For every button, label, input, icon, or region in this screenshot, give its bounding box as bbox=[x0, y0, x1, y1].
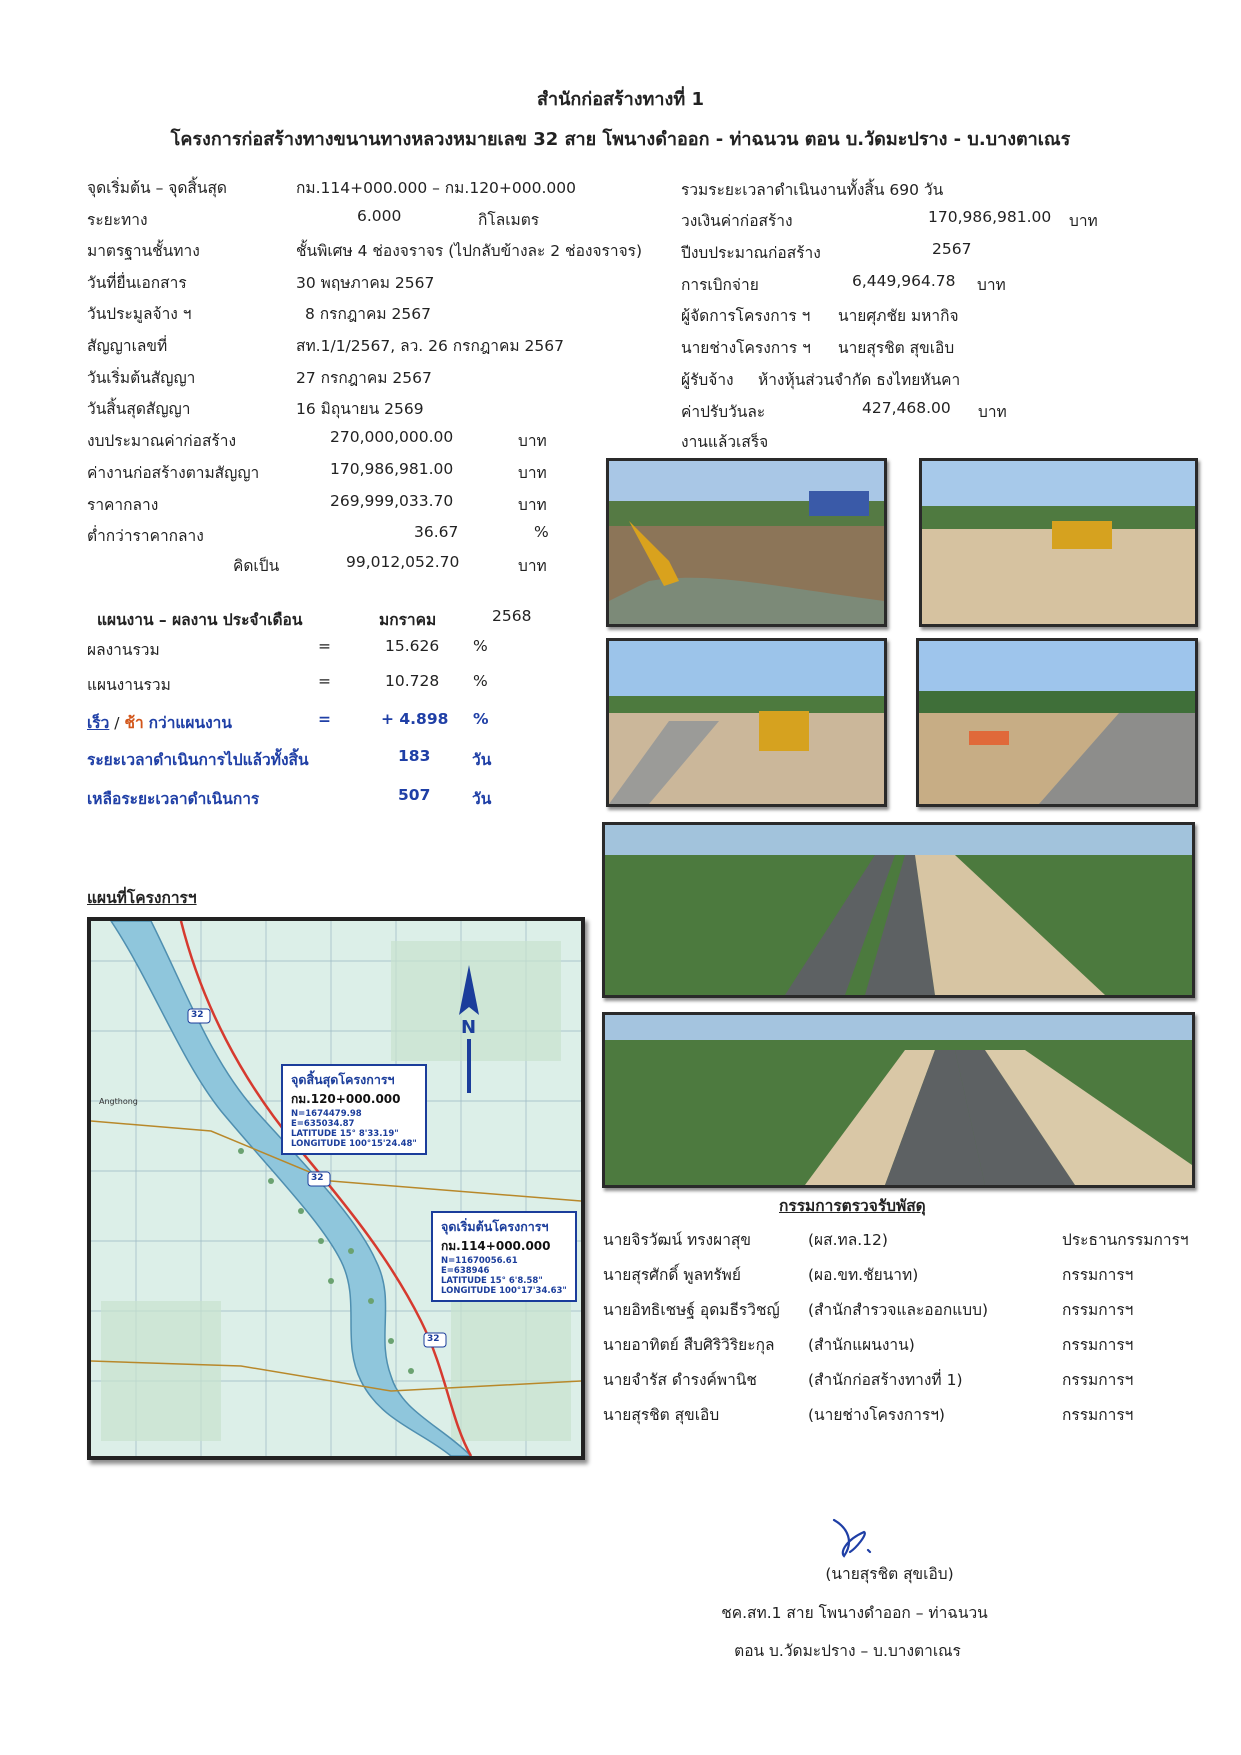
info-value: 36.67 bbox=[414, 523, 459, 541]
info-label: วันประมูลจ้าง ฯ bbox=[87, 305, 192, 323]
diff-label: กว่าแผนงาน bbox=[148, 714, 232, 732]
route-shield-north: 32 bbox=[191, 1010, 204, 1020]
excavation-photo-art bbox=[609, 461, 884, 624]
signature-mark bbox=[828, 1512, 878, 1560]
plan-eq: = bbox=[318, 672, 331, 690]
map-illustration bbox=[91, 921, 581, 1456]
info-unit: % bbox=[534, 523, 549, 541]
signature-line2: ตอน บ.วัดมะปราง – บ.บางตาเณร bbox=[734, 1642, 961, 1660]
aerial-photo-2 bbox=[602, 1012, 1195, 1188]
committee-member-name: นายจำรัส ดำรงค์พานิช bbox=[603, 1371, 757, 1389]
fast-label: เร็ว bbox=[87, 714, 110, 732]
budget-value: 170,986,981.00 bbox=[928, 208, 1052, 226]
end-lon: LONGITUDE 100°15'24.48" bbox=[291, 1139, 417, 1149]
start-n: N=11670056.61 bbox=[441, 1256, 518, 1266]
start-title: จุดเริ่มต้นโครงการฯ bbox=[441, 1219, 549, 1234]
fiscal-label: ปีงบประมาณก่อสร้าง bbox=[681, 244, 821, 262]
total-duration: รวมระยะเวลาดำเนินงานทั้งสิ้น 690 วัน bbox=[681, 181, 944, 199]
site-photo-highway bbox=[916, 638, 1198, 807]
committee-member-unit: (นายช่างโครงการฯ) bbox=[808, 1406, 945, 1424]
committee-heading: กรรมการตรวจรับพัสดุ bbox=[779, 1197, 926, 1215]
signature-name: (นายสุรชิต สุขเอิบ) bbox=[825, 1565, 954, 1583]
budget-unit: บาท bbox=[1069, 212, 1098, 230]
grader-photo-art bbox=[922, 461, 1195, 624]
committee-member-role: กรรมการฯ bbox=[1062, 1371, 1134, 1389]
town-label: Angthong bbox=[99, 1097, 138, 1106]
progress-year: 2568 bbox=[492, 607, 532, 625]
info-value: ชั้นพิเศษ 4 ช่องจราจร (ไปกลับข้างละ 2 ช่องจราจร) bbox=[296, 242, 643, 260]
disburse-value: 6,449,964.78 bbox=[852, 272, 956, 290]
engineer-label: นายช่างโครงการ ฯ bbox=[681, 339, 811, 357]
end-title: จุดสิ้นสุดโครงการฯ bbox=[291, 1072, 395, 1087]
info-value: 270,000,000.00 bbox=[330, 428, 454, 446]
committee-member-unit: (ผอ.ขท.ชัยนาท) bbox=[808, 1266, 919, 1284]
done-label: งานแล้วเสร็จ bbox=[681, 433, 769, 451]
info-value: 30 พฤษภาคม 2567 bbox=[296, 274, 435, 292]
info-label: ต่ำกว่าราคากลาง bbox=[87, 527, 204, 545]
info-value: 269,999,033.70 bbox=[330, 492, 454, 510]
fiscal-value: 2567 bbox=[932, 240, 972, 258]
map-heading: แผนที่โครงการฯ bbox=[87, 889, 197, 907]
committee-member-name: นายสุรศักดิ์ พูลทรัพย์ bbox=[603, 1266, 741, 1284]
start-point-callout bbox=[431, 1211, 577, 1302]
signature-line1: ชค.สท.1 สาย โพนางดำออก – ท่าฉนวน bbox=[721, 1604, 988, 1622]
elapsed-value: 183 bbox=[398, 747, 431, 765]
site-photo-road-grader bbox=[606, 638, 887, 807]
fast-slow-slash: / bbox=[114, 714, 120, 732]
route-shield-mid: 32 bbox=[311, 1173, 324, 1183]
info-value: 27 กรกฎาคม 2567 bbox=[296, 369, 432, 387]
diff-eq: = bbox=[318, 710, 331, 728]
project-title: โครงการก่อสร้างทางขนานทางหลวงหมายเลข 32 สาย โพนางดำออก - ท่าฉนวน ตอน บ.วัดมะปราง - บ.บางตาเณร bbox=[170, 129, 1071, 150]
info-label: สัญญาเลขที่ bbox=[87, 337, 168, 355]
info-unit: บาท bbox=[518, 432, 547, 450]
info-label: ราคากลาง bbox=[87, 496, 159, 514]
info-value: 170,986,981.00 bbox=[330, 460, 454, 478]
contractor-label: ผู้รับจ้าง bbox=[681, 371, 734, 389]
actual-eq: = bbox=[318, 637, 331, 655]
info-label: ระยะทาง bbox=[87, 211, 148, 229]
engineer-value: นายสุรชิต สุขเอิบ bbox=[838, 339, 955, 357]
committee-member-name: นายอาทิตย์ สืบศิริวิริยะกุล bbox=[603, 1336, 775, 1354]
start-lon: LONGITUDE 100°17'34.63" bbox=[441, 1286, 567, 1296]
equivalent-label: คิดเป็น bbox=[233, 557, 280, 575]
committee-member-unit: (สำนักก่อสร้างทางที่ 1) bbox=[808, 1371, 963, 1389]
info-value: 6.000 bbox=[357, 207, 402, 225]
info-label: ค่างานก่อสร้างตามสัญญา bbox=[87, 464, 260, 482]
end-km: กม.120+000.000 bbox=[291, 1092, 401, 1106]
info-unit: บาท bbox=[518, 464, 547, 482]
budget-label: วงเงินค่าก่อสร้าง bbox=[681, 212, 793, 230]
committee-member-unit: (สำนักสำรวจและออกแบบ) bbox=[808, 1301, 988, 1319]
remain-value: 507 bbox=[398, 786, 431, 804]
office-title: สำนักก่อสร้างทางที่ 1 bbox=[537, 89, 704, 110]
road-grader-photo-art bbox=[609, 641, 884, 804]
committee-member-unit: (สำนักแผนงาน) bbox=[808, 1336, 915, 1354]
diff-value: + 4.898 bbox=[381, 710, 449, 728]
info-label: จุดเริ่มต้น – จุดสิ้นสุด bbox=[87, 179, 227, 197]
aerial-photo-1-art bbox=[605, 825, 1192, 995]
slow-label: ช้า bbox=[124, 714, 144, 732]
committee-member-role: ประธานกรรมการฯ bbox=[1062, 1231, 1189, 1249]
info-value: 16 มิถุนายน 2569 bbox=[296, 400, 424, 418]
manager-label: ผู้จัดการโครงการ ฯ bbox=[681, 307, 811, 325]
plan-label: แผนงานรวม bbox=[87, 676, 171, 694]
info-unit: บาท bbox=[518, 496, 547, 514]
equivalent-value: 99,012,052.70 bbox=[346, 553, 460, 571]
fine-value: 427,468.00 bbox=[862, 399, 951, 417]
end-point-callout bbox=[281, 1064, 427, 1155]
committee-member-role: กรรมการฯ bbox=[1062, 1266, 1134, 1284]
disburse-label: การเบิกจ่าย bbox=[681, 276, 759, 294]
highway-photo-art bbox=[919, 641, 1195, 804]
committee-member-name: นายจิรวัฒน์ ทรงผาสุข bbox=[603, 1231, 751, 1249]
site-photo-grader bbox=[919, 458, 1198, 627]
actual-value: 15.626 bbox=[385, 637, 440, 655]
project-map bbox=[87, 917, 585, 1460]
contractor-value: ห้างหุ้นส่วนจำกัด ธงไทยหันคา bbox=[758, 371, 961, 389]
committee-member-role: กรรมการฯ bbox=[1062, 1336, 1134, 1354]
info-value: สท.1/1/2567, ลว. 26 กรกฎาคม 2567 bbox=[296, 337, 564, 355]
end-lat: LATITUDE 15° 8'33.19" bbox=[291, 1129, 399, 1139]
info-label: วันที่ยื่นเอกสาร bbox=[87, 274, 187, 292]
north-label: N bbox=[461, 1017, 477, 1038]
fine-label: ค่าปรับวันละ bbox=[681, 403, 766, 421]
info-label: วันสิ้นสุดสัญญา bbox=[87, 400, 191, 418]
start-e: E=638946 bbox=[441, 1266, 490, 1276]
committee-member-name: นายสุรชิต สุขเอิบ bbox=[603, 1406, 720, 1424]
committee-member-unit: (ผส.ทล.12) bbox=[808, 1231, 888, 1249]
manager-value: นายศุภชัย มหากิจ bbox=[838, 307, 959, 325]
disburse-unit: บาท bbox=[977, 276, 1006, 294]
diff-pct: % bbox=[473, 710, 489, 728]
end-n: N=1674479.98 bbox=[291, 1109, 362, 1119]
info-unit: กิโลเมตร bbox=[478, 211, 540, 229]
progress-heading: แผนงาน – ผลงาน ประจำเดือน bbox=[97, 611, 303, 629]
committee-member-name: นายอิทธิเชษฐ์ อุดมธีรวิชญ์ bbox=[603, 1301, 780, 1319]
site-photo-excavation bbox=[606, 458, 887, 627]
elapsed-day: วัน bbox=[472, 751, 492, 769]
aerial-photo-1 bbox=[602, 822, 1195, 998]
end-e: E=635034.87 bbox=[291, 1119, 355, 1129]
aerial-photo-2-art bbox=[605, 1015, 1192, 1185]
progress-month: มกราคม bbox=[379, 611, 437, 629]
start-lat: LATITUDE 15° 6'8.58" bbox=[441, 1276, 543, 1286]
fine-unit: บาท bbox=[978, 403, 1007, 421]
equivalent-unit: บาท bbox=[518, 557, 547, 575]
info-label: มาตรฐานชั้นทาง bbox=[87, 242, 200, 260]
plan-value: 10.728 bbox=[385, 672, 440, 690]
start-km: กม.114+000.000 bbox=[441, 1239, 551, 1253]
info-label: วันเริ่มต้นสัญญา bbox=[87, 369, 196, 387]
committee-member-role: กรรมการฯ bbox=[1062, 1301, 1134, 1319]
elapsed-label: ระยะเวลาดำเนินการไปแล้วทั้งสิ้น bbox=[87, 751, 309, 769]
actual-pct: % bbox=[473, 637, 488, 655]
committee-member-role: กรรมการฯ bbox=[1062, 1406, 1134, 1424]
plan-pct: % bbox=[473, 672, 488, 690]
remain-label: เหลือระยะเวลาดำเนินการ bbox=[87, 790, 260, 808]
info-value: กม.114+000.000 – กม.120+000.000 bbox=[296, 179, 576, 197]
route-shield-south: 32 bbox=[427, 1334, 440, 1344]
info-label: งบประมาณค่าก่อสร้าง bbox=[87, 432, 237, 450]
actual-label: ผลงานรวม bbox=[87, 641, 160, 659]
info-value: 8 กรกฎาคม 2567 bbox=[305, 305, 431, 323]
remain-day: วัน bbox=[472, 790, 492, 808]
